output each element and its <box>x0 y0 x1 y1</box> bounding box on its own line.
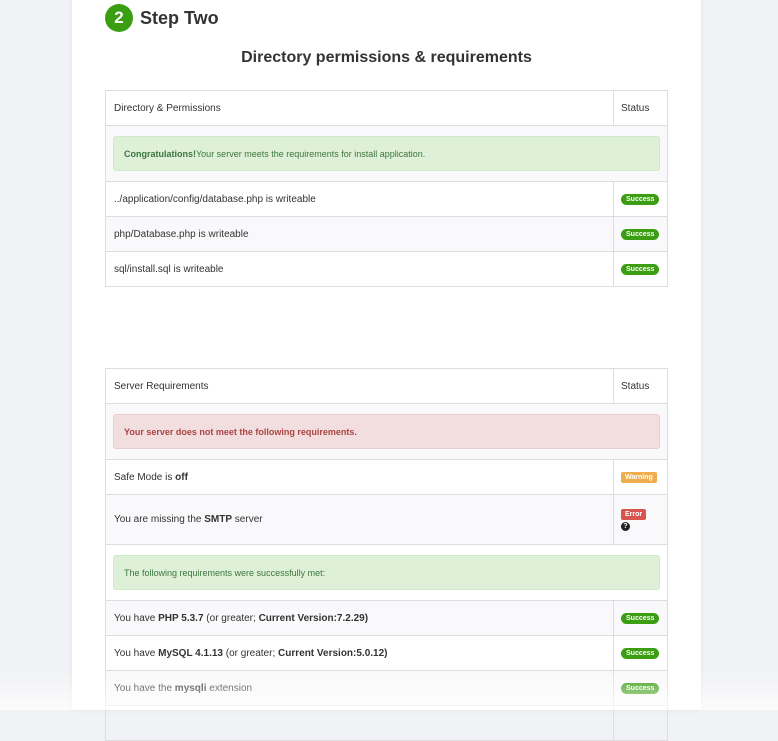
success-badge: Success <box>621 264 659 275</box>
table-header-row <box>106 369 668 404</box>
success-alert: Congratulations! Your server meets the requirements for install application. <box>113 136 660 171</box>
table-row <box>106 636 668 671</box>
requirement-label: sql/install.sql is writeable <box>106 252 614 287</box>
table-row <box>106 252 668 287</box>
permissions-table <box>105 90 668 287</box>
table-row <box>106 671 668 706</box>
section-title: Directory permissions & requirements <box>72 49 701 67</box>
success-badge: Success <box>621 648 659 659</box>
requirement-label: php/Database.php is writeable <box>106 217 614 252</box>
alert-row <box>106 545 668 601</box>
table-header-row <box>106 91 668 126</box>
requirement-label: You are missing the SMTP server <box>106 495 614 545</box>
success-badge: Success <box>621 683 659 694</box>
requirement-label: You have the mysqli extension <box>106 671 614 706</box>
success-badge: Success <box>621 613 659 624</box>
alert-row <box>106 126 668 182</box>
requirement-label: You have MySQL 4.1.13 (or greater; Current Version:5.0.12) <box>106 636 614 671</box>
requirement-label: Safe Mode is off <box>106 460 614 495</box>
column-header-requirements: Server Requirements <box>106 369 614 404</box>
question-circle-icon[interactable]: ? <box>621 522 630 531</box>
table-row <box>106 601 668 636</box>
column-header-status: Status <box>614 91 668 126</box>
warning-badge: Warning <box>621 472 657 483</box>
requirement-label: ../application/config/database.php is writeable <box>106 182 614 217</box>
column-header-status: Status <box>614 369 668 404</box>
step-number-badge: 2 <box>105 4 133 32</box>
step-title: Step Two <box>140 8 219 29</box>
table-row <box>106 460 668 495</box>
server-requirements-table <box>105 368 668 741</box>
danger-alert: Your server does not meet the following requirements. <box>113 414 660 449</box>
table-row <box>106 706 668 741</box>
table-row <box>106 217 668 252</box>
requirement-label: You have PHP 5.3.7 (or greater; Current Version:7.2.29) <box>106 601 614 636</box>
column-header-directory: Directory & Permissions <box>106 91 614 126</box>
install-panel <box>72 0 701 710</box>
table-row <box>106 495 668 545</box>
success-badge: Success <box>621 194 659 205</box>
alert-row <box>106 404 668 460</box>
step-header <box>105 4 219 32</box>
table-row <box>106 182 668 217</box>
success-badge: Success <box>621 229 659 240</box>
success-alert: The following requirements were successfully met: <box>113 555 660 590</box>
error-badge: Error <box>621 509 646 520</box>
